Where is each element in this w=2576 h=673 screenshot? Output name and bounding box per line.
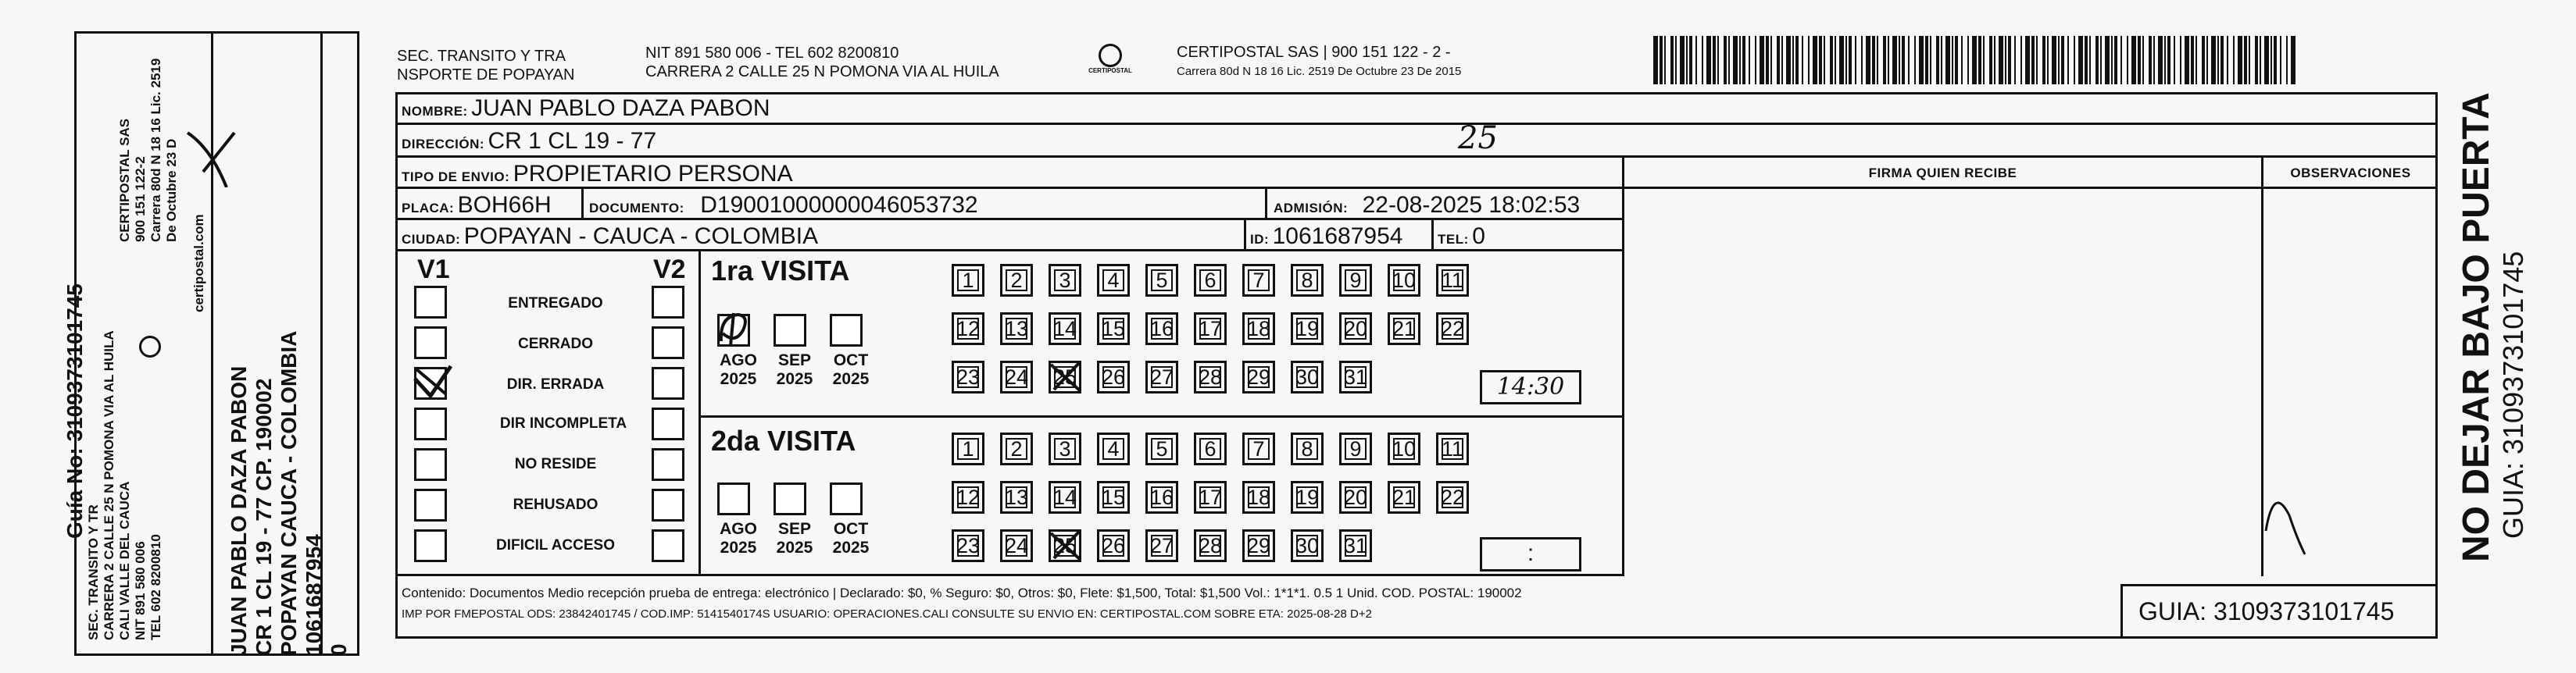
stub: Guía No: 3109373101745 SEC. TRANSITO Y TR CARRERA 2 CALLE 25 N POMONA VIA AL HUILA CALI VALLE DEL CAUCA NIT 891 580 006 TEL 602 8200810 CERTIPOSTAL SAS 900 151 122-2 Carrera 80d N 18 16 Lic. 2519 De Octubre 23 D certipostal.com JUAN PABLO DAZA PABON CR 1 CL 19 - 77 CP. 190002 POPAYAN CAUCA - COLOMBIA 1061687954 0 xyxy=(0,0,367,673)
first-day-15[interactable]: 15 xyxy=(1097,312,1130,345)
v1-checkbox-dir-incompleta[interactable] xyxy=(414,408,447,440)
first-day-8[interactable]: 8 xyxy=(1291,264,1324,297)
second-day-29[interactable]: 29 xyxy=(1242,529,1275,562)
first-visit-title: 1ra VISITA xyxy=(711,255,850,287)
second-month-oct: OCT 2025 xyxy=(832,520,870,557)
second-day-7[interactable]: 7 xyxy=(1242,433,1275,465)
second-day-28[interactable]: 28 xyxy=(1194,529,1227,562)
second-day-22[interactable]: 22 xyxy=(1436,481,1469,514)
second-day-21[interactable]: 21 xyxy=(1388,481,1420,514)
second-day-12[interactable]: 12 xyxy=(952,481,984,514)
second-month-ago: AGO 2025 xyxy=(720,520,757,557)
second-day-20[interactable]: 20 xyxy=(1339,481,1372,514)
v1-checkbox-rehusado[interactable] xyxy=(414,489,447,522)
second-day-14[interactable]: 14 xyxy=(1049,481,1081,514)
v2-checkbox-dificil-acceso[interactable] xyxy=(652,529,684,562)
v2-checkbox-no-reside[interactable] xyxy=(652,448,684,481)
footer-line-1: Contenido: Documentos Medio recepción prueba de entrega: electrónico | Declarado: $0, % Seguro: $0, Otros: $0, Flete: $1,500, Total: $1,500 Vol.: 1*1*1. 0.5 1 Unid. COD. POSTAL: 190002 xyxy=(402,586,1522,600)
id-value: 1061687954 xyxy=(1272,223,1403,249)
v1-checkbox-dir-errada[interactable] xyxy=(414,367,447,400)
direccion-value: CR 1 CL 19 - 77 xyxy=(488,128,657,154)
second-day-24[interactable]: 24 xyxy=(1000,529,1033,562)
first-day-28[interactable]: 28 xyxy=(1194,361,1227,393)
first-day-26[interactable]: 26 xyxy=(1097,361,1130,393)
first-day-11[interactable]: 11 xyxy=(1436,264,1469,297)
second-day-9[interactable]: 9 xyxy=(1339,433,1372,465)
first-day-10[interactable]: 10 xyxy=(1388,264,1420,297)
second-day-27[interactable]: 27 xyxy=(1145,529,1178,562)
header xyxy=(395,41,2438,92)
second-day-10[interactable]: 10 xyxy=(1388,433,1420,465)
nombre-value: JUAN PABLO DAZA PABON xyxy=(471,95,770,121)
first-day-29[interactable]: 29 xyxy=(1242,361,1275,393)
first-day-25[interactable]: 25 xyxy=(1049,361,1081,393)
second-day-1[interactable]: 1 xyxy=(952,433,984,465)
first-day-6[interactable]: 6 xyxy=(1194,264,1227,297)
stub-seal xyxy=(139,336,161,358)
first-day-5[interactable]: 5 xyxy=(1145,264,1178,297)
first-day-24[interactable]: 24 xyxy=(1000,361,1033,393)
stub-guia-number: Guía No: 3109373101745 xyxy=(63,283,87,539)
firma-header xyxy=(1624,158,2261,189)
side-guia: GUIA: 3109373101745 xyxy=(2497,251,2529,539)
reason-dir-incompleta: DIR INCOMPLETA xyxy=(499,415,627,432)
direccion-label: DIRECCIÓN: xyxy=(402,137,485,151)
reason-dir-errada: DIR. ERRADA xyxy=(506,376,605,393)
certipostal-info: CERTIPOSTAL SAS | 900 151 122 - 2 - Carrera 80d N 18 16 Lic. 2519 De Octubre 23 De 2015 xyxy=(1177,44,1462,78)
footer-line-2: IMP POR FMEPOSTAL ODS: 23842401745 / COD.IMP: 5141540174S USUARIO: OPERACIONES.CALI CONSULTE SU ENVIO EN: CERTIPOSTAL.COM SOBRE ETA: 2025-08-28 D+2 xyxy=(402,607,1372,621)
second-day-5[interactable]: 5 xyxy=(1145,433,1178,465)
footer xyxy=(395,578,2438,639)
second-day-11[interactable]: 11 xyxy=(1436,433,1469,465)
second-day-25[interactable]: 25 xyxy=(1049,529,1081,562)
firma-label: FIRMA QUIEN RECIBE xyxy=(1868,166,2017,180)
reason-entregado: ENTREGADO xyxy=(508,295,603,312)
v2-checkbox-dir-errada[interactable] xyxy=(652,367,684,400)
first-day-12[interactable]: 12 xyxy=(952,312,984,345)
first-month-box-oct[interactable] xyxy=(830,314,863,347)
row-direccion xyxy=(395,120,2438,158)
v2-checkbox-entregado[interactable] xyxy=(652,286,684,319)
v2-checkbox-rehusado[interactable] xyxy=(652,489,684,522)
id-label: ID: xyxy=(1250,232,1270,247)
row-tipo xyxy=(395,158,1624,189)
first-day-14[interactable]: 14 xyxy=(1049,312,1081,345)
v1-checkbox-dificil-acceso[interactable] xyxy=(414,529,447,562)
placa-label: PLACA: xyxy=(402,201,455,215)
v1-checkbox-no-reside[interactable] xyxy=(414,448,447,481)
observaciones-header xyxy=(2263,158,2438,189)
row-placa xyxy=(395,189,1624,220)
reason-no-reside: NO RESIDE xyxy=(514,456,597,472)
visits-area xyxy=(395,251,1624,576)
documento-label: DOCUMENTO: xyxy=(589,201,684,215)
first-day-21[interactable]: 21 xyxy=(1388,312,1420,345)
v2-checkbox-cerrado[interactable] xyxy=(652,326,684,359)
second-day-23[interactable]: 23 xyxy=(952,529,984,562)
second-day-26[interactable]: 26 xyxy=(1097,529,1130,562)
stub-web: certipostal.com xyxy=(191,214,206,312)
certipostal-logo: CERTIPOSTAL xyxy=(1087,44,1134,74)
first-month-oct: OCT 2025 xyxy=(832,351,870,388)
no-dejar-bajo-puerta: NO DEJAR BAJO PUERTA xyxy=(2456,92,2497,562)
first-month-box-sep[interactable] xyxy=(774,314,806,347)
second-month-sep: SEP 2025 xyxy=(776,520,813,557)
v1-checkbox-cerrado[interactable] xyxy=(414,326,447,359)
v2-checkbox-dir-incompleta[interactable] xyxy=(652,408,684,440)
first-visit-time[interactable]: 14:30 xyxy=(1480,370,1581,404)
first-day-23[interactable]: 23 xyxy=(952,361,984,393)
tipo-value: PROPIETARIO PERSONA xyxy=(513,161,793,187)
second-day-8[interactable]: 8 xyxy=(1291,433,1324,465)
second-visit-title: 2da VISITA xyxy=(711,425,856,457)
footer-guia-box: GUIA: 3109373101745 xyxy=(2120,584,2438,639)
nombre-label: NOMBRE: xyxy=(402,104,468,119)
admision-label: ADMISIÓN: xyxy=(1274,201,1349,215)
second-day-13[interactable]: 13 xyxy=(1000,481,1033,514)
second-month-box-sep[interactable] xyxy=(774,482,806,515)
row-ciudad xyxy=(395,220,1624,251)
second-day-19[interactable]: 19 xyxy=(1291,481,1324,514)
first-day-30[interactable]: 30 xyxy=(1291,361,1324,393)
tel-label: TEL: xyxy=(1438,232,1469,247)
first-day-22[interactable]: 22 xyxy=(1436,312,1469,345)
stub-handwritten-mark xyxy=(180,117,250,191)
first-day-31[interactable]: 31 xyxy=(1339,361,1372,393)
reason-cerrado: CERRADO xyxy=(517,336,594,352)
first-day-4[interactable]: 4 xyxy=(1097,264,1130,297)
second-day-6[interactable]: 6 xyxy=(1194,433,1227,465)
first-day-9[interactable]: 9 xyxy=(1339,264,1372,297)
observaciones-label: OBSERVACIONES xyxy=(2290,166,2411,180)
first-month-ago: AGO 2025 xyxy=(720,351,757,388)
second-day-3[interactable]: 3 xyxy=(1049,433,1081,465)
first-month-sep: SEP 2025 xyxy=(776,351,813,388)
first-day-2[interactable]: 2 xyxy=(1000,264,1033,297)
second-day-4[interactable]: 4 xyxy=(1097,433,1130,465)
first-day-20[interactable]: 20 xyxy=(1339,312,1372,345)
second-day-16[interactable]: 16 xyxy=(1145,481,1178,514)
barcode xyxy=(1653,36,2294,84)
sender-nit: NIT 891 580 006 - TEL 602 8200810 CARRERA 2 CALLE 25 N POMONA VIA AL HUILA xyxy=(645,45,999,80)
first-day-18[interactable]: 18 xyxy=(1242,312,1275,345)
second-day-30[interactable]: 30 xyxy=(1291,529,1324,562)
first-day-17[interactable]: 17 xyxy=(1194,312,1227,345)
second-day-31[interactable]: 31 xyxy=(1339,529,1372,562)
v2-header: V2 xyxy=(653,255,686,284)
first-day-7[interactable]: 7 xyxy=(1242,264,1275,297)
signature-mark xyxy=(2258,468,2321,566)
second-day-17[interactable]: 17 xyxy=(1194,481,1227,514)
first-day-3[interactable]: 3 xyxy=(1049,264,1081,297)
first-day-1[interactable]: 1 xyxy=(952,264,984,297)
ciudad-label: CIUDAD: xyxy=(402,232,461,247)
v1-header: V1 xyxy=(417,255,450,284)
reason-dificil-acceso: DIFICIL ACCESO xyxy=(495,537,615,554)
second-month-box-ago[interactable] xyxy=(717,482,750,515)
second-month-box-oct[interactable] xyxy=(830,482,863,515)
first-day-27[interactable]: 27 xyxy=(1145,361,1178,393)
first-day-13[interactable]: 13 xyxy=(1000,312,1033,345)
first-day-16[interactable]: 16 xyxy=(1145,312,1178,345)
second-day-15[interactable]: 15 xyxy=(1097,481,1130,514)
tel-value: 0 xyxy=(1472,223,1485,249)
second-visit-time[interactable]: : xyxy=(1480,537,1581,572)
second-day-18[interactable]: 18 xyxy=(1242,481,1275,514)
admision-value: 22-08-2025 18:02:53 xyxy=(1362,192,1581,218)
first-day-19[interactable]: 19 xyxy=(1291,312,1324,345)
row-nombre xyxy=(395,92,2438,125)
reason-rehusado: REHUSADO xyxy=(513,497,598,513)
ciudad-value: POPAYAN - CAUCA - COLOMBIA xyxy=(463,223,819,249)
second-day-2[interactable]: 2 xyxy=(1000,433,1033,465)
sender-name: SEC. TRANSITO Y TRA NSPORTE DE POPAYAN xyxy=(397,48,575,84)
tipo-label: TIPO DE ENVIO: xyxy=(402,169,510,184)
direccion-handwritten: 25 xyxy=(1458,120,1498,156)
documento-value: D19001000000046053732 xyxy=(700,192,978,218)
placa-value: BOH66H xyxy=(457,192,552,218)
first-month-box-ago[interactable] xyxy=(717,314,750,347)
v1-checkbox-entregado[interactable] xyxy=(414,286,447,319)
